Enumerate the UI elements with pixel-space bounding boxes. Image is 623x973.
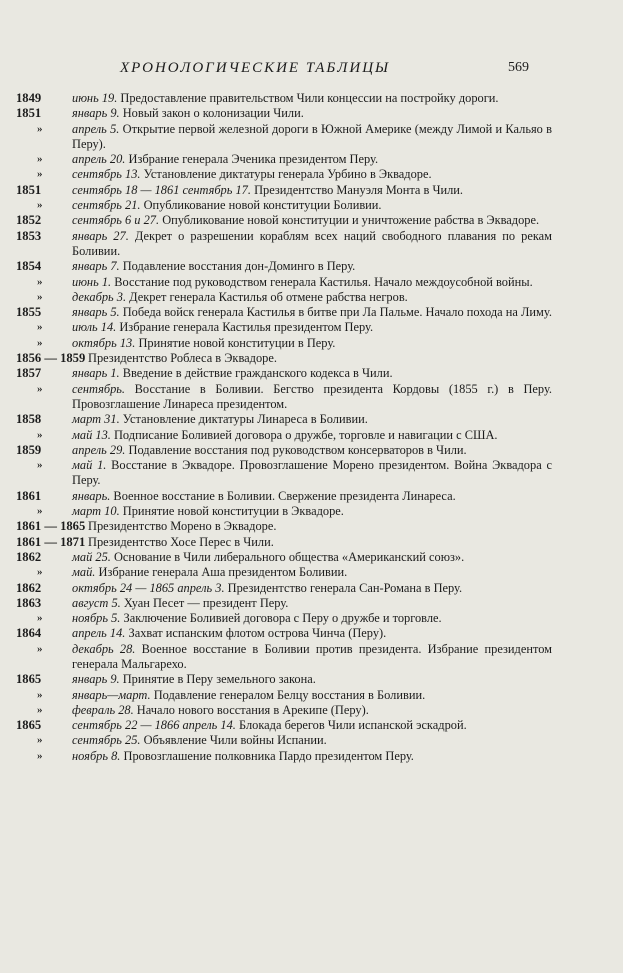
entry-text: Принятие новой конституции в Перу. xyxy=(135,335,336,350)
entry-date: январь 5. xyxy=(72,305,120,320)
entry-body xyxy=(72,336,552,351)
entry-text: Подавление восстания дон-Доминго в Перу. xyxy=(119,259,356,274)
entry-date: июнь 1. xyxy=(72,274,112,289)
ditto-mark: » xyxy=(37,290,43,303)
entry-text: Установление диктатуры Линареса в Боливии. xyxy=(119,412,368,427)
entry-body xyxy=(72,733,552,748)
entry-body xyxy=(72,581,552,596)
entry-date: декабрь 28. xyxy=(72,641,136,656)
entry-date: октябрь 24 — 1865 апрель 3. xyxy=(72,580,225,595)
ditto-mark: » xyxy=(37,122,43,135)
chronology-entry xyxy=(0,351,623,366)
entry-text: Избрание генерала Аша президентом Боливии. xyxy=(95,565,348,580)
entry-body xyxy=(72,259,552,274)
entry-body xyxy=(72,749,552,764)
entry-date: февраль 28. xyxy=(72,702,134,717)
chronology-entry xyxy=(0,626,623,641)
ditto-mark: » xyxy=(37,505,43,518)
entry-body xyxy=(72,672,552,687)
ditto-mark: » xyxy=(37,382,43,395)
chronology-entry xyxy=(0,581,623,596)
ditto-mark: » xyxy=(37,734,43,747)
ditto-mark: » xyxy=(37,168,43,181)
entry-body xyxy=(72,213,552,228)
entry-year: 1864 xyxy=(16,626,42,641)
entry-text: Опубликование новой конституции Боливии. xyxy=(140,198,382,213)
entry-body xyxy=(72,688,552,703)
entry-body xyxy=(72,642,552,673)
ditto-mark: » xyxy=(37,153,43,166)
chronology-entry xyxy=(0,183,623,198)
entry-text: Избрание генерала Кастилья президентом Перу. xyxy=(116,320,374,335)
entry-year: 1854 xyxy=(16,259,42,274)
entry-body xyxy=(72,382,552,413)
entry-date: сентябрь. xyxy=(72,381,126,396)
entry-date: май. xyxy=(72,565,96,580)
chronology-entry xyxy=(0,733,623,748)
chronology-entry xyxy=(0,718,623,733)
chronology-entry xyxy=(0,382,623,413)
entry-date: август 5. xyxy=(72,595,121,610)
entry-body xyxy=(72,320,552,335)
chronology-entry xyxy=(0,504,623,519)
entry-year: 1851 xyxy=(16,182,42,197)
entry-body xyxy=(72,718,552,733)
chronology-entry xyxy=(0,213,623,228)
entry-text: Захват испанским флотом острова Чинча (Перу). xyxy=(125,626,387,641)
entry-text: Подписание Боливией договора о дружбе, торговле и навигации с США. xyxy=(110,427,498,442)
ditto-mark: » xyxy=(37,612,43,625)
entry-text: Принятие в Перу земельного закона. xyxy=(119,672,316,687)
entry-year: 1857 xyxy=(16,366,42,381)
entry-date: сентябрь 25. xyxy=(72,733,141,748)
ditto-mark: » xyxy=(37,642,43,655)
entry-body xyxy=(72,122,552,153)
chronology-entry xyxy=(0,122,623,153)
entry-text: Опубликование новой конституции и уничтожение рабства в Эквадоре. xyxy=(159,213,540,228)
entry-date: сентябрь 22 — 1866 апрель 14. xyxy=(72,718,236,733)
entry-date: сентябрь 6 и 27. xyxy=(72,213,160,228)
entry-year: 1858 xyxy=(16,412,42,427)
entry-date: март 31. xyxy=(72,412,120,427)
entry-text: Введение в действие гражданского кодекса в Чили. xyxy=(119,366,393,381)
entry-date: июнь 19. xyxy=(72,91,118,105)
entry-year: 1855 xyxy=(16,305,42,320)
chronology-entry xyxy=(0,519,623,534)
entry-year: 1861 xyxy=(16,488,42,503)
entry-text: Открытие первой железной дороги в Южной Америке (между Лимой и Кальяо в Перу). xyxy=(72,121,552,151)
entry-body xyxy=(72,412,552,427)
chronology-entry xyxy=(0,565,623,580)
entry-date: ноябрь 8. xyxy=(72,748,121,763)
entry-text: Хуан Песет — президент Перу. xyxy=(120,595,289,610)
entry-text: Избрание генерала Эченика президентом Перу. xyxy=(125,152,379,167)
entry-year: 1862 xyxy=(16,549,42,564)
entry-date: ноябрь 5. xyxy=(72,611,121,626)
entry-year: 1862 xyxy=(16,580,42,595)
entry-year: 1859 xyxy=(16,442,42,457)
entry-date: сентябрь 21. xyxy=(72,198,141,213)
entry-body xyxy=(72,611,552,626)
entry-text: Основание в Чили либерального общества «Американский союз». xyxy=(110,549,465,564)
chronology-entry xyxy=(0,198,623,213)
entry-text: Начало нового восстания в Арекипе (Перу). xyxy=(133,702,369,717)
chronology-entry xyxy=(0,688,623,703)
ditto-mark: » xyxy=(37,275,43,288)
chronology-entry xyxy=(0,275,623,290)
entry-body xyxy=(72,458,552,489)
entry-body xyxy=(72,152,552,167)
entry-body xyxy=(88,535,552,550)
entry-text: Восстание в Эквадоре. Провозглашение Морено президентом. Война Эквадора с Перу. xyxy=(72,458,552,488)
ditto-mark: » xyxy=(37,428,43,441)
entry-date: январь 9. xyxy=(72,672,120,687)
entry-year: 1852 xyxy=(16,213,42,228)
year-range: 1861 — 1871 xyxy=(16,534,86,549)
ditto-mark: » xyxy=(37,459,43,472)
chronology-entry xyxy=(0,749,623,764)
page-number: 569 xyxy=(508,60,529,75)
chronology-entry xyxy=(0,703,623,718)
entry-body xyxy=(72,550,552,565)
entry-body xyxy=(72,275,552,290)
entry-body xyxy=(72,106,552,121)
entry-body xyxy=(72,443,552,458)
entry-text: Военное восстание в Боливии. Свержение президента Линареса. xyxy=(110,488,456,503)
entry-date: май 13. xyxy=(72,427,111,442)
ditto-mark: » xyxy=(37,336,43,349)
entry-body xyxy=(72,305,552,320)
ditto-mark: » xyxy=(37,749,43,762)
chronology-entry xyxy=(0,412,623,427)
ditto-mark: » xyxy=(37,199,43,212)
entry-text: Президентство Морено в Эквадоре. xyxy=(88,519,277,534)
entry-body xyxy=(72,290,552,305)
entry-body xyxy=(72,366,552,381)
entry-body xyxy=(72,198,552,213)
entry-year: 1865 xyxy=(16,672,42,687)
entry-body xyxy=(72,565,552,580)
entry-text: Объявление Чили войны Испании. xyxy=(140,733,327,748)
chronology-entry xyxy=(0,672,623,687)
entry-body xyxy=(72,703,552,718)
entry-text: Военное восстание в Боливии против президента. Избрание президентом генерала Мальгарехо. xyxy=(72,641,552,671)
entry-text: Победа войск генерала Кастилья в битве при Ла Пальме. Начало похода на Лиму. xyxy=(119,305,552,320)
entry-date: январь 27. xyxy=(72,228,129,243)
entry-date: апрель 20. xyxy=(72,152,126,167)
entry-text: Восстание в Боливии. Бегство президента Кордовы (1855 г.) в Перу. Провозглашение Линареса президентом. xyxy=(72,381,552,411)
entry-date: сентябрь 18 — 1861 сентябрь 17. xyxy=(72,182,251,197)
entry-text: Принятие новой конституции в Эквадоре. xyxy=(119,504,344,519)
entry-date: январь—март. xyxy=(72,687,151,702)
year-range: 1861 — 1865 xyxy=(16,519,86,534)
entry-date: сентябрь 13. xyxy=(72,167,141,182)
chronology-entry xyxy=(0,428,623,443)
entry-body xyxy=(88,351,552,366)
ditto-mark: » xyxy=(37,688,43,701)
entry-text: Блокада берегов Чили испанской эскадрой. xyxy=(235,718,467,733)
chronology-entry xyxy=(0,320,623,335)
ditto-mark: » xyxy=(37,566,43,579)
entry-date: май 25. xyxy=(72,549,111,564)
entry-text: Президентство генерала Сан-Романа в Перу. xyxy=(224,580,463,595)
entry-date: январь 9. xyxy=(72,106,120,121)
chronology-entry xyxy=(0,596,623,611)
ditto-mark: » xyxy=(37,321,43,334)
entry-text: Подавление восстания под руководством консерваторов в Чили. xyxy=(125,442,467,457)
ditto-mark: » xyxy=(37,703,43,716)
entry-date: январь. xyxy=(72,488,111,503)
chronology-list xyxy=(0,91,623,764)
entry-body xyxy=(72,91,552,106)
entry-text: Новый закон о колонизации Чили. xyxy=(119,106,304,121)
entry-date: декабрь 3. xyxy=(72,289,127,304)
chronology-entry xyxy=(0,642,623,673)
chronology-entry xyxy=(0,336,623,351)
chronology-entry xyxy=(0,550,623,565)
entry-year: 1851 xyxy=(16,106,42,121)
entry-date: апрель 14. xyxy=(72,626,126,641)
chronology-entry xyxy=(0,489,623,504)
entry-body xyxy=(72,489,552,504)
entry-date: март 10. xyxy=(72,504,120,519)
entry-date: январь 7. xyxy=(72,259,120,274)
running-title: ХРОНОЛОГИЧЕСКИЕ ТАБЛИЦЫ xyxy=(120,60,391,76)
entry-body xyxy=(72,626,552,641)
chronology-entry xyxy=(0,259,623,274)
entry-year: 1865 xyxy=(16,718,42,733)
entry-body xyxy=(72,428,552,443)
chronology-entry xyxy=(0,458,623,489)
entry-body xyxy=(72,167,552,182)
entry-date: январь 1. xyxy=(72,366,120,381)
entry-body xyxy=(88,519,552,534)
entry-date: апрель 5. xyxy=(72,121,120,136)
entry-text: Установление диктатуры генерала Урбино в Эквадоре. xyxy=(140,167,432,182)
chronology-entry xyxy=(0,611,623,626)
entry-date: май 1. xyxy=(72,458,107,473)
chronology-entry xyxy=(0,152,623,167)
entry-text: Подавление генералом Белцу восстания в Боливии. xyxy=(150,687,426,702)
entry-text: Декрет о разрешении кораблям всех наций свободного плавания по рекам Боливии. xyxy=(72,228,552,258)
entry-date: апрель 29. xyxy=(72,442,126,457)
entry-year: 1863 xyxy=(16,595,42,610)
entry-body xyxy=(72,229,552,260)
chronology-entry xyxy=(0,106,623,121)
chronology-entry xyxy=(0,167,623,182)
chronology-entry xyxy=(0,443,623,458)
chronology-entry xyxy=(0,366,623,381)
chronology-entry xyxy=(0,229,623,260)
entry-text: Президентство Мануэля Монта в Чили. xyxy=(250,182,464,197)
page-header xyxy=(0,60,623,82)
entry-body xyxy=(72,504,552,519)
year-range: 1856 — 1859 xyxy=(16,351,86,366)
chronology-entry xyxy=(0,290,623,305)
entry-date: июль 14. xyxy=(72,320,117,335)
entry-year: 1853 xyxy=(16,228,42,243)
entry-text: Заключение Боливией договора с Перу о дружбе и торговле. xyxy=(120,611,442,626)
entry-date: октябрь 13. xyxy=(72,335,136,350)
entry-text: Провозглашение полковника Пардо президентом Перу. xyxy=(120,748,414,763)
chronology-entry xyxy=(0,305,623,320)
entry-text: Декрет генерала Кастилья об отмене рабства негров. xyxy=(126,289,408,304)
entry-year: 1849 xyxy=(16,91,42,105)
entry-text: Президентство Хосе Перес в Чили. xyxy=(88,534,274,549)
chronology-entry xyxy=(0,535,623,550)
entry-body xyxy=(72,596,552,611)
entry-text: Восстание под руководством генерала Кастилья. Начало междоусобной войны. xyxy=(111,274,533,289)
entry-body xyxy=(72,183,552,198)
entry-text: Предоставление правительством Чили концессии на постройку дороги. xyxy=(117,91,499,105)
chronology-entry xyxy=(0,91,623,106)
entry-text: Президентство Роблеса в Эквадоре. xyxy=(88,351,277,366)
